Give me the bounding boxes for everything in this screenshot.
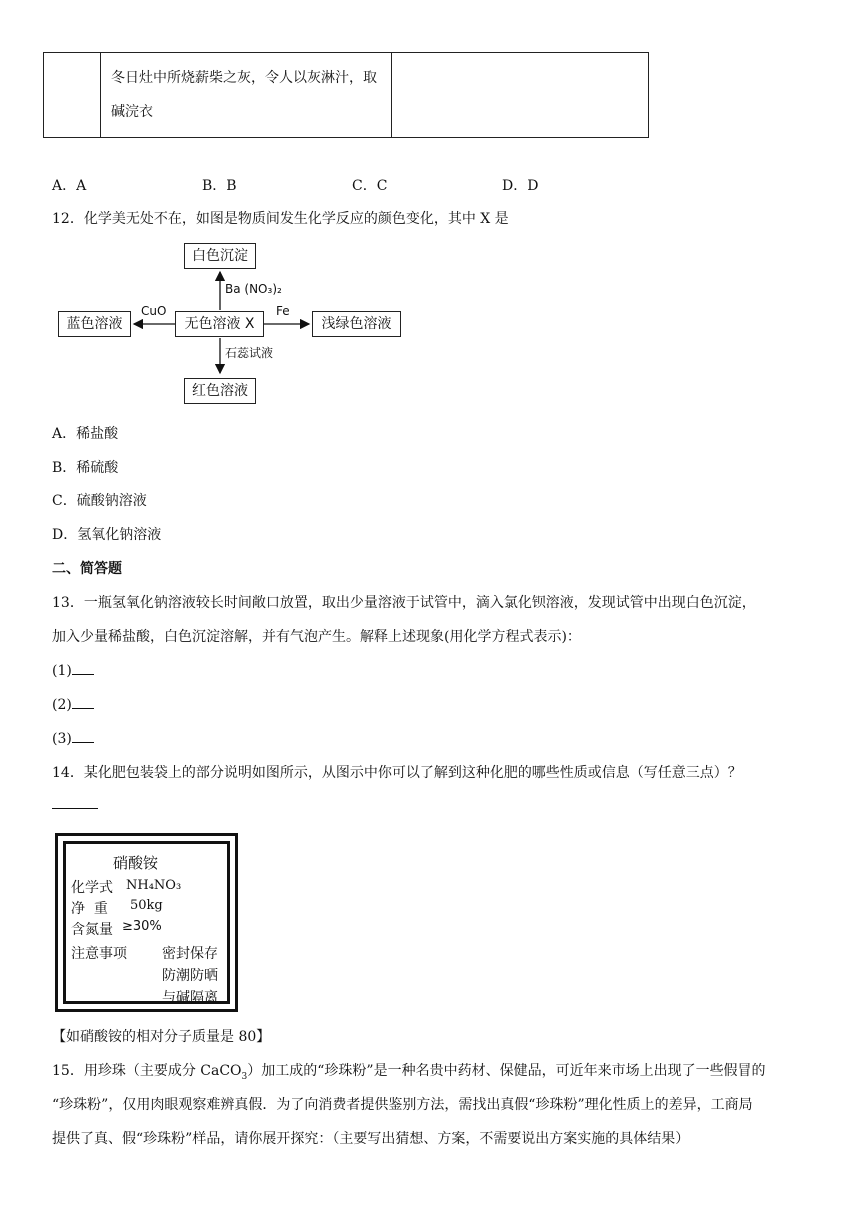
q12-option-b: B．稀硫酸 xyxy=(52,460,119,476)
label-title: 硝酸铵 xyxy=(113,854,159,872)
q12-option-a: A．稀盐酸 xyxy=(52,426,119,442)
table-cell-answer xyxy=(392,53,649,138)
q12-option-d: D．氢氧化钠溶液 xyxy=(52,527,162,543)
q11-option-a: A．A xyxy=(52,178,87,194)
q14-stem: 14．某化肥包装袋上的部分说明如图所示，从图示中你可以了解到这种化肥的哪些性质或信息（写任意三点）？ xyxy=(52,765,742,781)
label-weight-val: 50kg xyxy=(130,898,163,913)
node-colorless-solution-x: 无色溶液 X xyxy=(175,311,264,337)
label-formula-val: NH₄NO₃ xyxy=(126,878,182,893)
label-n-val: ≥30% xyxy=(122,919,162,934)
node-light-green-solution: 浅绿色溶液 xyxy=(312,311,401,337)
node-white-precipitate: 白色沉淀 xyxy=(184,243,256,269)
fertilizer-label-inner xyxy=(63,841,230,1004)
q13-line1: 13．一瓶氢氧化钠溶液较长时间敞口放置，取出少量溶液于试管中，滴入氯化钡溶液，发现试管中出现白色沉淀， xyxy=(52,595,756,611)
q11-option-c: C．C xyxy=(352,178,388,194)
q11-option-b: B．B xyxy=(202,178,237,194)
section-title: 二、简答题 xyxy=(52,561,122,577)
q15-line3: 提供了真、假“珍珠粉”样品，请你展开探究：（主要写出猜想、方案，不需要说出方案实施的具体结果） xyxy=(52,1131,690,1147)
fertilizer-label xyxy=(55,833,238,1012)
label-fe: Fe xyxy=(276,304,290,318)
node-blue-solution: 蓝色溶液 xyxy=(58,311,131,337)
q12-option-c: C．硫酸钠溶液 xyxy=(52,493,147,509)
q15-line2: “珍珠粉”，仅用肉眼观察难辨真假．为了向消费者提供鉴别方法，需找出真假“珍珠粉”理化性质上的差异，工商局 xyxy=(52,1097,753,1113)
node-red-solution: 红色溶液 xyxy=(184,378,256,404)
table-cell-index xyxy=(44,53,101,138)
label-n-key: 含氮量 xyxy=(71,922,113,938)
table-cell-text: 冬日灶中所烧薪柴之灰，令人以灰淋汁，取碱浣衣 xyxy=(101,53,392,138)
label-formula-key: 化学式 xyxy=(71,880,113,896)
q11-table xyxy=(43,52,649,138)
label-note-1: 密封保存 xyxy=(162,946,218,962)
label-note-3: 与碱隔离 xyxy=(162,990,218,1006)
q12-stem: 12．化学美无处不在，如图是物质间发生化学反应的颜色变化，其中 X 是 xyxy=(52,211,509,227)
label-weight-key: 净 重 xyxy=(71,901,108,917)
label-litmus: 石蕊试液 xyxy=(225,346,274,360)
q14-hint: 【如硝酸铵的相对分子质量是 80】 xyxy=(52,1029,271,1045)
label-ba-no3: Ba (NO₃)₂ xyxy=(225,282,282,296)
q13-line2: 加入少量稀盐酸，白色沉淀溶解，并有气泡产生。解释上述现象(用化学方程式表示)： xyxy=(52,629,581,645)
label-cuo: CuO xyxy=(141,304,167,318)
label-note-2: 防潮防晒 xyxy=(162,968,218,984)
q14-answer-blank xyxy=(52,808,98,809)
label-note-key: 注意事项 xyxy=(71,946,127,962)
q13-blank-1: (1) xyxy=(52,660,94,679)
q11-option-d: D．D xyxy=(502,178,539,194)
q13-blank-3: (3) xyxy=(52,728,94,747)
q13-blank-2: (2) xyxy=(52,694,94,713)
q15-line1: 15．用珍珠（主要成分 CaCO$_3$）加工成的“珍珠粉”是一种名贵中药材、保健品，可近年来市场上出现了一些假冒的 xyxy=(52,1063,766,1082)
